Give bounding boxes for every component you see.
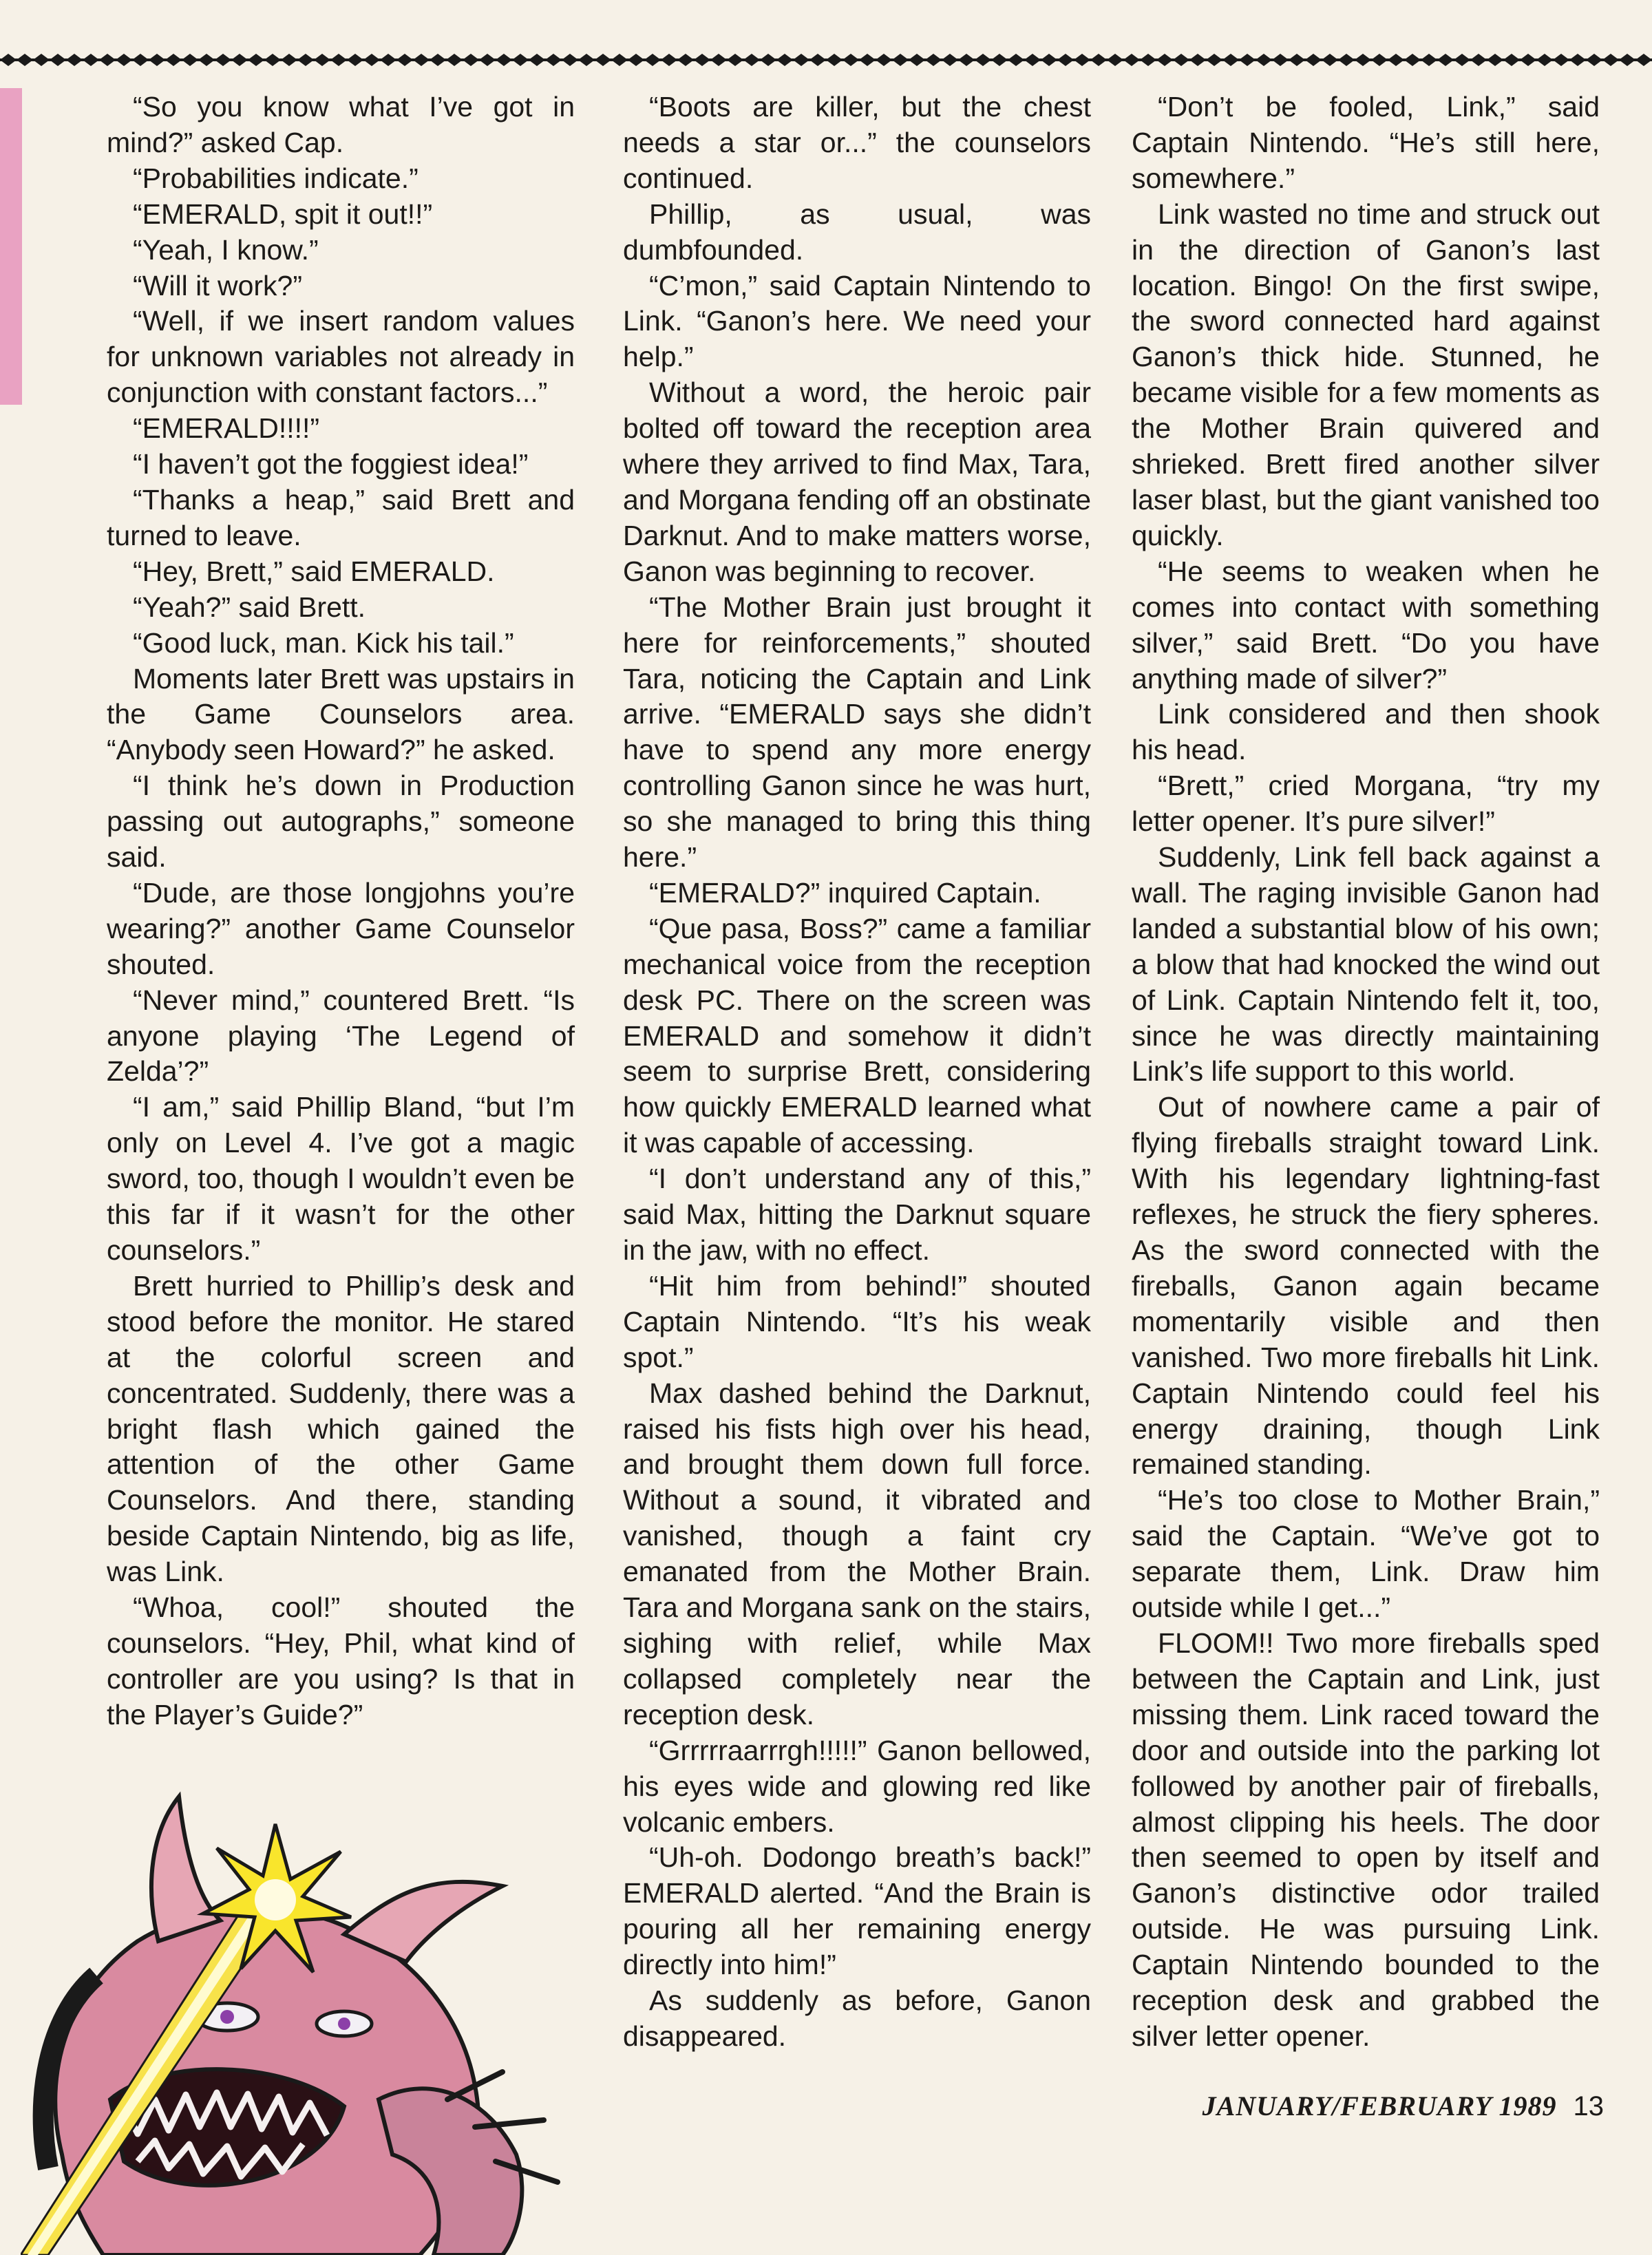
paragraph: “Hit him from behind!” shouted Captain Nintendo. “It’s his weak spot.” [623, 1269, 1091, 1373]
paragraph: Without a word, the heroic pair bolted off toward the reception area where they arrived to find Max, Tara, and Morgana fending off an obstinate Darknut. And to make matters worse, Ganon was beginning to recover. [623, 377, 1091, 587]
paragraph: “He seems to weaken when he comes into contact with something silver,” said Brett. “Do you have anything made of silver?” [1132, 555, 1600, 695]
paragraph: Out of nowhere came a pair of flying fireballs straight toward Link. With his legendary lightning-fast reflexes, he struck the fiery spheres. As the sword connected with the fireballs, Ganon again became momentarily visible and then vanished. Two more fireballs hit Link. Captain Nintendo could feel his energy draining, though Link remained standing. [1132, 1091, 1600, 1481]
article-column-2 [623, 89, 1091, 2055]
paragraph: Link considered and then shook his head. [1132, 698, 1600, 766]
paragraph: “Probabilities indicate.” [133, 162, 419, 194]
paragraph: “Dude, are those longjohns you’re wearing?” another Game Counselor shouted. [107, 876, 575, 980]
paragraph: “Que pasa, Boss?” came a familiar mechanical voice from the reception desk PC. There on the screen was EMERALD and somehow it didn’t seem to surprise Brett, considering how quickly EMERALD learned what it was capable of accessing. [623, 912, 1091, 1159]
paragraph: “Well, if we insert random values for unknown variables not already in conjunction with constant factors...” [107, 305, 575, 409]
paragraph: “EMERALD, spit it out!!” [133, 198, 433, 230]
page-footer [1203, 2090, 1604, 2122]
issue-date: JANUARY/FEBRUARY 1989 [1202, 2090, 1557, 2121]
paragraph: “I don’t understand any of this,” said Max, hitting the Darknut square in the jaw, with no effect. [623, 1163, 1091, 1266]
paragraph: “EMERALD?” inquired Captain. [649, 876, 1041, 909]
article-column-1 [107, 89, 575, 1733]
paragraph: “Thanks a heap,” said Brett and turned to leave. [107, 483, 575, 551]
paragraph: “Yeah?” said Brett. [133, 591, 366, 623]
paragraph: “Good luck, man. Kick his tail.” [133, 626, 514, 659]
paragraph: Suddenly, Link fell back against a wall. The raging invisible Ganon had landed a substantial blow of his own; a blow that had knocked the wind out of Link. Captain Nintendo felt it, too, since he was directly maintaining Link’s life support to this world. [1132, 841, 1600, 1088]
paragraph: FLOOM!! Two more fireballs sped between the Captain and Link, just missing them. Link raced toward the door and outside into the parking lot followed by another pair of fireballs, almost clipping his heels. The door then seemed to open by itself and Ganon’s distinctive odor trailed outside. He was pursuing Link. Captain Nintendo bounded to the reception desk and grabbed the silver letter opener. [1132, 1627, 1600, 2052]
paragraph: “Brett,” cried Morgana, “try my letter opener. It’s pure silver!” [1132, 770, 1600, 838]
paragraph: Moments later Brett was upstairs in the Game Counselors area. “Anybody seen Howard?” he asked. [107, 662, 575, 766]
ganon-struck-by-laser-icon [21, 1714, 571, 2255]
paragraph: “Don’t be fooled, Link,” said Captain Nintendo. “He’s still here, somewhere.” [1132, 91, 1600, 194]
paragraph: “Grrrrraarrrgh!!!!!” Ganon bellowed, his eyes wide and glowing red like volcanic embers. [623, 1734, 1091, 1838]
paragraph: “I think he’s down in Production passing out autographs,” someone said. [107, 770, 575, 874]
page-number: 13 [1573, 2091, 1604, 2121]
paragraph: “Will it work?” [133, 269, 302, 301]
paragraph: “He’s too close to Mother Brain,” said the Captain. “We’ve got to separate them, Link. Draw him outside while I get...” [1132, 1484, 1600, 1624]
paragraph: “C’mon,” said Captain Nintendo to Link. “Ganon’s here. We need your help.” [623, 269, 1091, 373]
paragraph: As suddenly as before, Ganon disappeared. [623, 1984, 1091, 2052]
paragraph: “Hey, Brett,” said EMERALD. [133, 555, 495, 587]
paragraph: “I am,” said Phillip Bland, “but I’m only on Level 4. I’ve got a magic sword, too, though I wouldn’t even be this far if it wasn’t for the other counselors.” [107, 1091, 575, 1266]
paragraph: “So you know what I’ve got in mind?” asked Cap. [107, 91, 575, 158]
article-column-3 [1132, 89, 1600, 2055]
paragraph: “Uh-oh. Dodongo breath’s back!” EMERALD alerted. “And the Brain is pouring all her remaining energy directly into him!” [623, 1841, 1091, 1981]
paragraph: “Whoa, cool!” shouted the counselors. “Hey, Phil, what kind of controller are you using? Is that in the Player’s Guide?” [107, 1591, 575, 1730]
decorative-top-border [0, 50, 1652, 70]
pink-margin-tab [0, 88, 22, 405]
paragraph: Link wasted no time and struck out in the direction of Ganon’s last location. Bingo! On the first swipe, the sword connected hard against Ganon’s thick hide. Stunned, he became visible for a few moments as the Mother Brain quivered and shrieked. Brett fired another silver laser blast, but the giant vanished too quickly. [1132, 198, 1600, 551]
paragraph: Brett hurried to Phillip’s desk and stood before the monitor. He stared at the colorful screen and concentrated. Suddenly, there was a bright flash which gained the attention of the other Game Counselors. And there, standing beside Captain Nintendo, big as life, was Link. [107, 1269, 575, 1588]
paragraph: “The Mother Brain just brought it here for reinforcements,” shouted Tara, noticing the Captain and Link arrive. “EMERALD says she didn’t have to spend any more energy controlling Ganon since he was hurt, so she managed to bring this thing here.” [623, 591, 1091, 874]
paragraph: Phillip, as usual, was dumbfounded. [623, 198, 1091, 266]
paragraph: “Yeah, I know.” [133, 233, 319, 266]
paragraph: “Boots are killer, but the chest needs a star or...” the counselors continued. [623, 91, 1091, 194]
paragraph: “EMERALD!!!!” [133, 412, 320, 445]
paragraph: “Never mind,” countered Brett. “Is anyone playing ‘The Legend of Zelda’?” [107, 984, 575, 1088]
paragraph: Max dashed behind the Darknut, raised his fists high over his head, and brought them down full force. Without a sound, it vibrated and vanished, though a faint cry emanated from the Mother Brain. Tara and Morgana sank on the stairs, sighing with relief, while Max collapsed completely near the reception desk. [623, 1377, 1091, 1730]
paragraph: “I haven’t got the foggiest idea!” [133, 448, 529, 480]
